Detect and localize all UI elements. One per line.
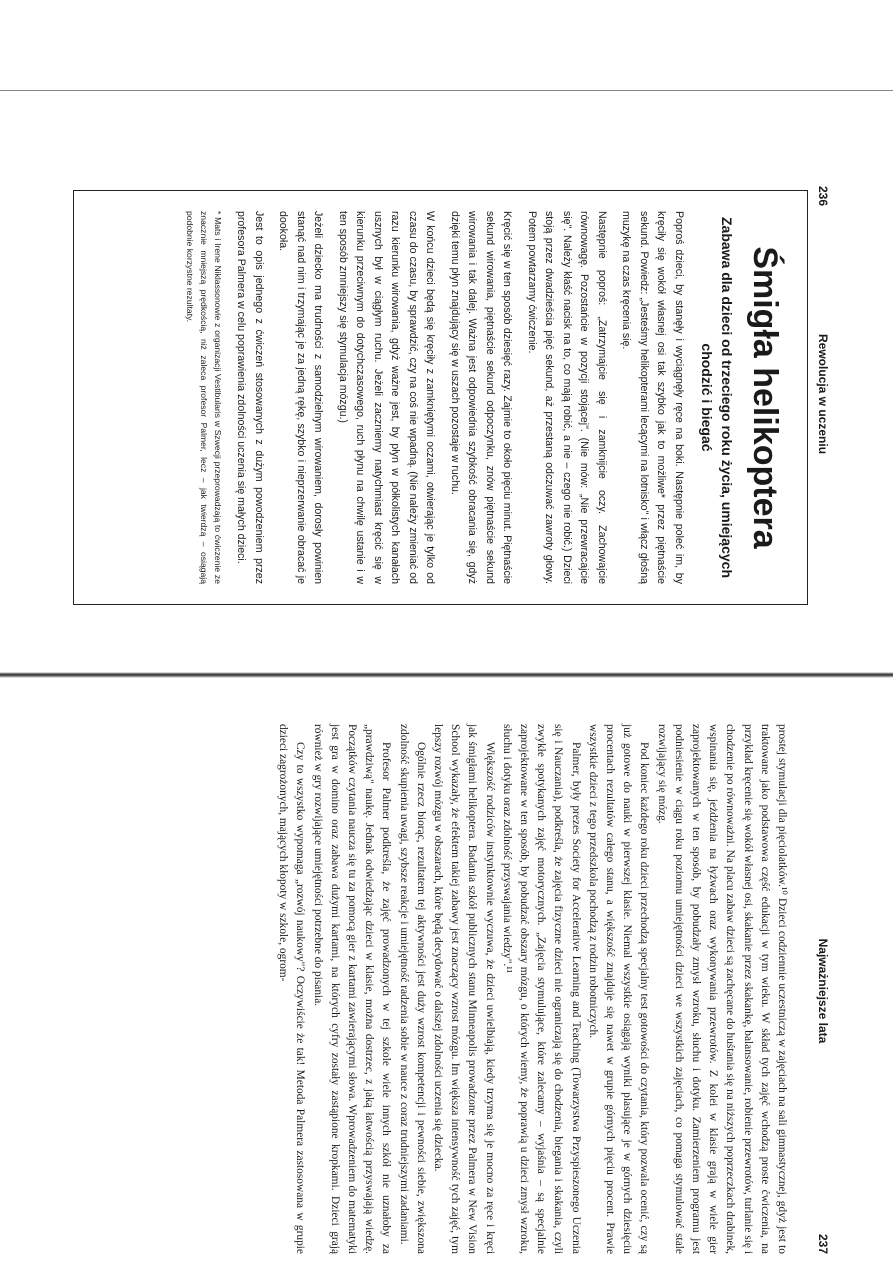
page-number: 237 bbox=[816, 1233, 830, 1254]
box-paragraph: Jeżeli dziecko ma trudności z samodzielnym wirowaniem, dorosły powinien stanąć nad nim i trzymając je za jedną rękę, szybko i nieprzerwanie obracać je dookoła. bbox=[277, 211, 325, 584]
gutter-shadow bbox=[0, 672, 893, 678]
body-paragraph: Palmer, były prezes Society for Accelerative Learning and Teaching (Towarzystwa Przyspieszonego Uczenia się i Nauczania), podkreśla, że zajęcia fizyczne dzieci nie ograniczają się do chodzenia, biegania i skakania, czyli zwykłe spotykanych zajęć motorycznych. „Zajęcia stymulujące, które zalecamy – wyjaśnia – są specjalnie zaprojektowane w ten sposób, by pobudzać obszary mózgu, o których wiemy, że poprawią u dzieci zmysł wzroku, słuchu i dotyku oraz zdolność przyswajania wiedzy".¹¹ bbox=[500, 724, 582, 1254]
exercise-box bbox=[73, 190, 808, 605]
body-text bbox=[74, 724, 804, 1254]
body-paragraph: Pod koniec każdego roku dzieci przechodzą specjalny test gotowości do czytania, który pozwala ocenić, czy są już gotowe do nauki w pierwszej klasie. Niemal wszystkie osiągają wyniki plasujące je w górnych dziesięciu procentach rezultatów całego stanu, a większość znajduje się nawet w grupie górnych pięciu procent. Prawie wszystkie dzieci z tego przedszkola pochodzą z rodzin robotniczych. bbox=[586, 724, 651, 1254]
body-paragraph: Profesor Palmer podkreśla, że zajęć prowadzonych w tej szkole wiele innych szkół nie uznałoby za „prawdziwą" naukę. Jednak odwiedzając dzieci w klasie, można dostrzec, z jaką łatwością przyswajają wiedzę. Początków czytania naucza się tu za pomocą gier z kartami zawierającymi słowa. Wprowadzeniem do matematyki jest gra w domino oraz zabawa dużymi kartami, na których cyfry zostały zastąpione kropkami. Dzieci grają również w gry rozwijające umiejętności potrzebne do pisania. bbox=[311, 724, 393, 1254]
running-head: Rewolucja w uczeniu bbox=[816, 334, 830, 455]
running-head: Najważniejsze lata bbox=[816, 938, 830, 1044]
body-paragraph: Większość rodziców instynktownie wyczuwa, że dzieci uwielbiają, kiedy trzyma się je mocno za ręce i kręci jak śmigłami helikoptera. Badania szkół publicznych stanu Minneapolis prowadzone przez Palmera w New Vision School wykazały, że efektem takiej zabawy jest znaczący wzrost mózgu. Im większa intensywność tych zajęć, tym lepszy rozwój mózgu w obszarach, które będą decydować o dalszej zdolności uczenia się dziecka. bbox=[431, 724, 496, 1254]
body-paragraph: Czy to wszystko wypomaga „rozwój naukowy"? Oczywiście że tak! Metoda Palmera zastosowana w grupie dzieci zagrożonych, mających kłopoty w szkole, ogrom- bbox=[277, 724, 307, 1254]
box-paragraph: Następnie poproś: „Zatrzymajcie się i zamknijcie oczy. Zachowajcie równowagę. Pozostańcie w pozycji stojącej". (Nie mów: „Nie przewracajcie się". Należy kłaść nacisk na to, co mają robić, a nie – czego nie robić.) Dzieci stoją przez dwadzieścia pięć sekund, aż przestaną odczuwać zawroty głowy. Potem powtarzamy ćwiczenie. bbox=[526, 211, 608, 584]
body-paragraph: Ogólnie rzecz biorąc, rezultatem tej aktywności jest duży wzrost kompetencji i pewności siebie, zwiększona zdolność skupienia uwagi, szybsze reakcje i umiejętność radzenia sobie w nauce z coraz trudniejszymi zadaniami. bbox=[397, 724, 427, 1254]
box-paragraph: W końcu dzieci będą się kręciły z zamkniętymi oczami, otwierając je tylko od czasu do czasu, by sprawdzić, czy na coś nie wpadną. (Nie należy zmieniać od razu kierunku wirowania, gdyż ważne jest, by płyn w półkolistych kanałach usznych był w ciągłym ruchu. Jeżeli zaczniemy natychmiast kręcić się w kierunku przeciwnym do dotychczasowego, ruch płynu na chwilę ustanie i w ten sposób zmniejszy się stymulacja mózgu.) bbox=[337, 211, 437, 584]
page-number: 236 bbox=[816, 186, 830, 207]
box-paragraph: Poproś dzieci, by stanęły i wyciągnęły ręce na boki. Następnie poleć im, by kręciły się wokół własnej osi tak szybko jak to możliwe* przez piętnaście sekund. Powiedz: „Jesteśmy helikopterami lecącymi na lotnisko" i włącz głośną muzykę na czas kręcenia się. bbox=[620, 211, 685, 584]
box-paragraph: Kręcić się w ten sposób dziesięć razy. Zajmie to około pięciu minut. Piętnaście sekund wirowania, piętnaście sekund odpoczynku, znów piętnaście sekund wirowania i tak dalej. Ważna jest odpowiednia szybkość obracania się, gdyż dzięki temu płyn znajdujący się w uszach pozostaje w ruchu. bbox=[449, 211, 514, 584]
box-paragraph: Jest to opis jednego z ćwiczeń stosowanych z dużym powodzeniem przez profesora Palmera w celu poprawienia zdolności uczenia się małych dzieci. bbox=[235, 211, 265, 584]
footnote: * Mats i Irene Niklassonowie z organizacji Vestibularis w Szwecji przeprowadzają to ćwiczenie ze znacznie mniejszą prędkością, niż zaleca profesor Palmer, lecz – jak twierdzą – osiągają podobnie korzystne rezultaty. bbox=[185, 211, 223, 584]
exercise-subtitle: Zabawa dla dzieci od trzeciego roku życia, umiejących chodzić i biegać bbox=[699, 216, 735, 578]
exercise-title: Śmigła helikoptera bbox=[746, 246, 784, 549]
page-header-bottom bbox=[808, 724, 838, 1254]
page-header-top bbox=[808, 186, 838, 606]
scan-edge-line bbox=[0, 90, 893, 91]
body-paragraph: prostej stymulacji dla pięciolatków.¹⁰ Dzieci codziennie uczestniczą w zajęciach na sali gimnastycznej, gdyż jest to traktowane jako podstawowa część edukacji w tym wieku. W skład tych zajęć wchodzą proste ćwiczenia, na przykład kręcenie się wokół własnej osi, skakanie przez skakankę, balansowanie, robienie przewrotów, turlanie się i chodzenie po równoważni. Na placu zabaw dzieci są zachęcane do huśtania się na niższych poprzeczkach drabinek, wspinania się, jeżdżenia na łyżwach oraz wykonywania przewrotów. Z kolei w klasie grają w wiele gier zaprojektowanych w ten sposób, by pobudzały zmysł wzroku, słuchu i dotyku. Zamierzeniem programu jest podniesienie w ciągu roku poziomu umiejętności dzieci we wszystkich zajęciach, co pomaga stymulować stale rozwijający się mózg. bbox=[655, 724, 788, 1254]
